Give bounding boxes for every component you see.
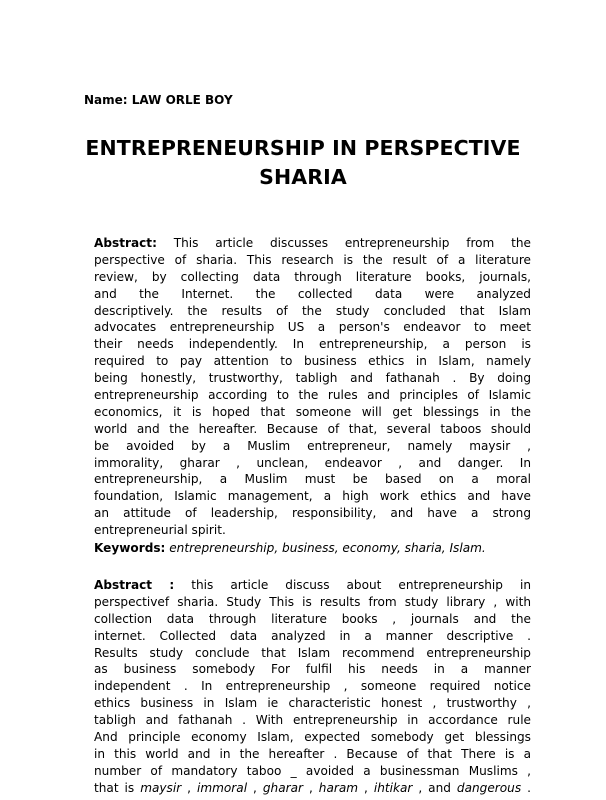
abstract-line: independent . In entrepreneurship , someone required notice <box>94 679 531 694</box>
abstract-line: ethics business in Islam ie characteristic honest , trustworthy , <box>94 696 531 711</box>
taboo-term: ihtikar <box>373 780 413 795</box>
abstract-line: advocates entrepreneurship US a person's endeavor to meet <box>94 320 531 335</box>
abstract-heading: Abstract : <box>94 578 175 592</box>
abstract-translated <box>94 577 531 797</box>
abstract-line: entrepreneurial spirit. <box>94 523 226 538</box>
abstract-line: Abstract: This article discusses entrepreneurship from the <box>94 236 531 250</box>
taboo-term: haram <box>318 780 359 795</box>
abstract-english <box>94 235 531 539</box>
abstract-line: economics, it is hoped that someone will get blessings in the <box>94 404 531 419</box>
abstract-line: that is maysir , immoral , gharar , haram , ihtikar , and dangerous . <box>94 780 531 795</box>
keywords-line <box>94 541 486 555</box>
abstract-line: in this world and in the hereafter . Because of that There is a <box>94 746 531 761</box>
abstract-line: immorality, gharar , unclean, endeavor , and danger. In <box>94 455 531 470</box>
abstract-line: and the Internet. the collected data were analyzed <box>94 286 531 301</box>
author-name: Name: LAW ORLE BOY <box>84 93 233 107</box>
abstract-line: perspective of sharia. This research is the result of a literature <box>94 252 531 267</box>
abstract-line: foundation, Islamic management, a high work ethics and have <box>94 489 531 504</box>
keywords-heading: Keywords: <box>94 541 166 555</box>
abstract-line: tabligh and fathanah . With entrepreneurship in accordance rule <box>94 713 531 728</box>
abstract-line: collection data through literature books , journals and the <box>94 611 531 626</box>
abstract-line: And principle economy Islam, expected somebody get blessings <box>94 730 531 745</box>
taboo-term: dangerous <box>456 780 522 795</box>
taboo-term: immoral <box>196 780 248 795</box>
title-line-1: ENTREPRENEURSHIP IN PERSPECTIVE <box>85 136 521 160</box>
title-line-2: SHARIA <box>259 165 347 189</box>
abstract-line: descriptively. the results of the study concluded that Islam <box>94 303 531 318</box>
abstract-line: internet. Collected data analyzed in a manner descriptive . <box>94 628 531 643</box>
document-title <box>60 134 546 192</box>
abstract-line: number of mandatory taboo _ avoided a businessman Muslims , <box>94 763 531 778</box>
taboo-term: gharar <box>262 780 303 795</box>
abstract-line: review, by collecting data through literature books, journals, <box>94 269 531 284</box>
taboo-term: maysir <box>140 780 182 795</box>
abstract-heading: Abstract: <box>94 236 157 250</box>
abstract-line: their needs independently. In entrepreneurship, a person is <box>94 337 531 352</box>
abstract-line: as business somebody For fulfil his needs in a manner <box>94 662 531 677</box>
keywords-text: entrepreneurship, business, economy, sharia, Islam. <box>165 541 486 555</box>
abstract-line: an attitude of leadership, responsibility, and have a strong <box>94 506 531 521</box>
abstract-line: entrepreneurship, a Muslim must be based on a moral <box>94 472 531 487</box>
abstract-line: perspectivef sharia. Study This is results from study library , with <box>94 594 531 609</box>
abstract-line: being honestly, trustworthy, tabligh and fathanah . By doing <box>94 371 531 386</box>
abstract-line: be avoided by a Muslim entrepreneur, namely maysir , <box>94 438 531 453</box>
abstract-line: required to pay attention to business ethics in Islam, namely <box>94 354 531 369</box>
abstract-line: entrepreneurship according to the rules and principles of Islamic <box>94 388 531 403</box>
abstract-line: world and the hereafter. Because of that, several taboos should <box>94 421 531 436</box>
abstract-line: Results study conclude that Islam recommend entrepreneurship <box>94 645 531 660</box>
abstract-line: Abstract : this article discuss about entrepreneurship in <box>94 578 531 592</box>
